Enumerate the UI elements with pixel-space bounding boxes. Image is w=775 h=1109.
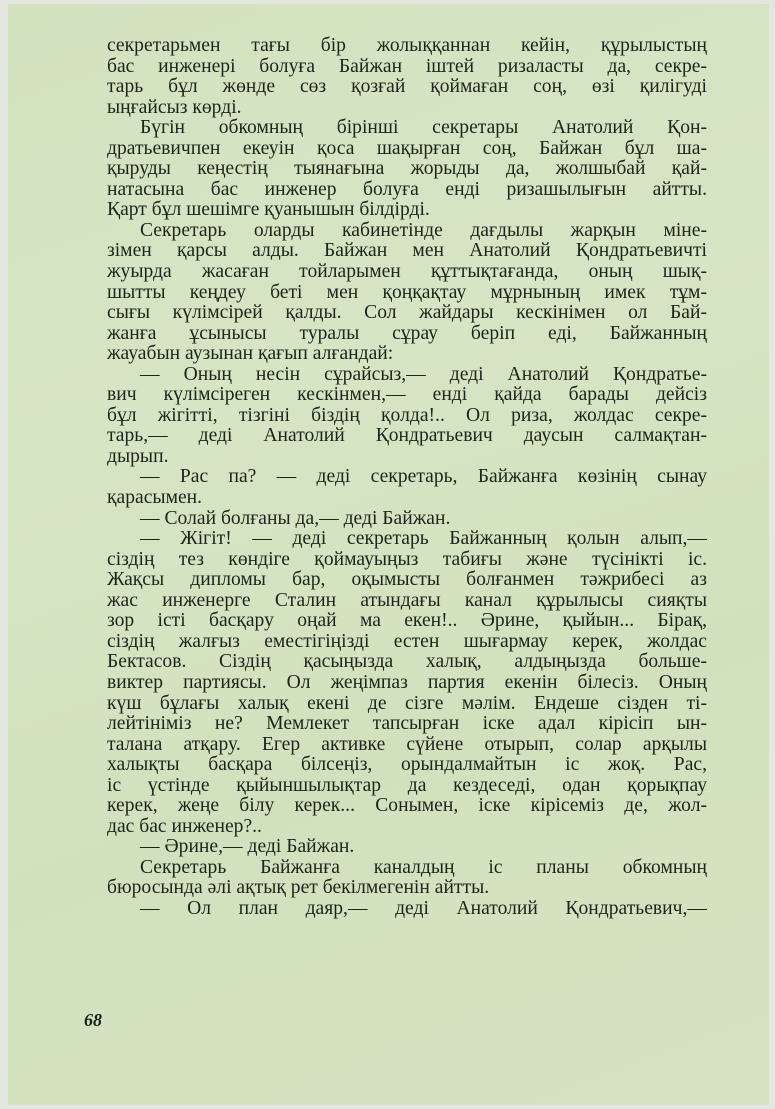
text-line: лейтініміз не? Мемлекет тапсырған іске адал кірісіп ын-: [107, 713, 707, 735]
text-line: жас инженерге Сталин атындағы канал құрылысы сияқты: [107, 589, 707, 611]
text-line: жауабын аузынан қағып алғандай:: [107, 343, 394, 365]
text-line: ыңғайсыз көрді.: [107, 96, 242, 118]
text-line: бас инженері болуға Байжан іштей ризаласты да, секре-: [107, 55, 707, 77]
text-line: бұл жігітті, тізгіні біздің қолда!.. Ол риза, жолдас секре-: [107, 404, 707, 426]
text-line: жанға ұсынысы туралы сұрау беріп еді, Байжанның: [107, 322, 707, 344]
text-line: қарасымен.: [107, 487, 203, 509]
text-line: бюросында әлі ақтық рет бекілмегенін айтты.: [107, 877, 490, 899]
text-line: жуырда жасаған тойларымен құттықтағанда, оның шық-: [107, 261, 707, 283]
page-body-text: [107, 36, 707, 920]
text-line: — Әрине,— деді Байжан.: [140, 836, 355, 858]
text-line: секретарьмен тағы бір жолыққаннан кейін, құрылыстың: [107, 35, 707, 56]
text-line: Бектасов. Сіздің қасыңызда халық, алдыңызда больше-: [107, 651, 707, 673]
text-line: дас бас инженер?..: [107, 815, 262, 837]
text-line: Жақсы дипломы бар, оқымысты болғанмен тәжрибесі аз: [107, 569, 707, 591]
text-line: талана атқару. Егер активке сүйене отырып, солар арқылы: [107, 733, 707, 755]
text-line: дырып.: [107, 445, 169, 467]
text-line: зімен қарсы алды. Байжан мен Анатолий Қондратьевичті: [107, 240, 707, 262]
text-line: тарь бұл жөнде сөз қозғай қоймаған соң, өзі қилігуді: [107, 76, 707, 98]
text-line: — Рас па? — деді секретарь, Байжанға көзінің сынау: [140, 466, 707, 488]
text-line: вич күлімсіреген кескінмен,— енді қайда барады дейсіз: [107, 384, 707, 406]
text-line: Секретарь оларды кабинетінде дағдылы жарқын міне-: [140, 219, 707, 241]
text-line: виктер партиясы. Ол жеңімпаз партия екенін білесіз. Оның: [107, 671, 707, 693]
text-line: іс үстінде қыйыншылықтар да кездеседі, одан қорықпау: [107, 774, 707, 796]
text-line: тарь,— деді Анатолий Қондратьевич даусын салмақтан-: [107, 425, 707, 447]
text-line: күш бұлағы халық екені де сізге мәлім. Ендеше сізден ті-: [107, 692, 707, 714]
text-line: сіздің тез көндіге қоймауыңыз табиғы және түсінікті іс.: [107, 548, 707, 570]
text-line: халықты басқара білсеңіз, орындалмайтын іс жоқ. Рас,: [107, 754, 707, 776]
text-line: — Ол план даяр,— деді Анатолий Қондратьевич,—: [140, 897, 707, 919]
text-line: натасына бас инженер болуға енді ризашылығын айтты.: [107, 178, 707, 200]
text-line: дратьевичпен екеуін қоса шақырған соң, Байжан бұл ша-: [107, 137, 707, 159]
text-line: Секретарь Байжанға каналдың іс планы обкомның: [140, 856, 707, 878]
text-line: шытты кеңдеу беті мен қоңқақтау мұрнының имек тұм-: [107, 281, 707, 303]
text-line: қыруды кеңестің тыянағына жорыды да, жолшыбай қай-: [107, 158, 707, 180]
text-line: — Оның несін сұрайсыз,— деді Анатолий Қондратье-: [140, 363, 707, 385]
text-line: керек, жеңе білу керек... Сонымен, іске кірісеміз де, жол-: [107, 795, 707, 817]
text-line: Бүгін обкомның бірінші секретары Анатолий Қон-: [140, 117, 707, 139]
text-line: сығы күлімсірей қалды. Сол жайдары кескінімен ол Бай-: [107, 302, 707, 324]
text-line: зор істі басқару оңай ма екен!.. Әрине, қыйын... Бірақ,: [107, 610, 707, 632]
text-line: Қарт бұл шешімге қуанышын білдірді.: [107, 199, 430, 221]
book-page: [8, 4, 769, 1105]
text-line: — Жігіт! — деді секретарь Байжанның қолын алып,—: [140, 528, 707, 550]
text-line: — Солай болғаны да,— деді Байжан.: [140, 507, 451, 529]
page-number: 68: [84, 1010, 102, 1030]
text-line: сіздің жалғыз еместігіңізді естен шығармау керек, жолдас: [107, 630, 707, 652]
